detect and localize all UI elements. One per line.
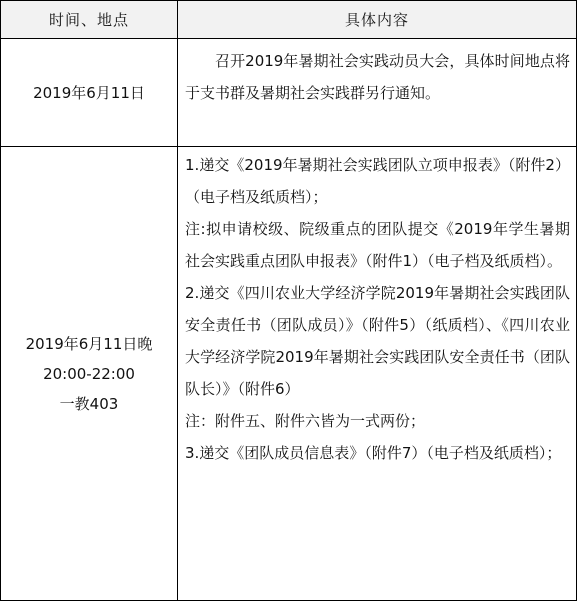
- details-paragraph: 2.递交《四川农业大学经济学院2019年暑期社会实践团队安全责任书（团队成员）》（附件5）（纸质档）、《四川农业大学经济学院2019年暑期社会实践团队安全责任书（团队队长）》（附件6）: [185, 284, 570, 398]
- time-location-cell: [1, 39, 178, 147]
- table-row: [1, 39, 577, 147]
- header-time-location: 时间、地点: [1, 1, 178, 39]
- details-cell: [178, 39, 577, 147]
- details-paragraph: 召开2019年暑期社会实践动员大会，具体时间地点将于支书群及暑期社会实践群另行通知。: [185, 52, 570, 102]
- details-paragraph: 3.递交《团队成员信息表》（附件7）（电子档及纸质档）；: [185, 444, 562, 462]
- details-paragraph: 1.递交《2019年暑期社会实践团队立项申报表》（附件2）（电子档及纸质档）；: [185, 156, 570, 206]
- details-note: 注：附件五、附件六皆为一式两份；: [185, 412, 426, 430]
- header-details: 具体内容: [178, 1, 577, 39]
- table-row: [1, 147, 577, 601]
- time-range-text: 20:00-22:00: [43, 364, 135, 383]
- time-location-cell: [1, 147, 178, 601]
- time-text: 2019年6月11日晚: [25, 334, 153, 353]
- time-text: 2019年6月11日: [33, 83, 145, 102]
- details-cell: [178, 147, 577, 601]
- table-header-row: [1, 1, 577, 39]
- details-note: 注:拟申请校级、院级重点的团队提交《2019年学生暑期社会实践重点团队申报表》（附件1）（电子档及纸质档）。: [185, 220, 570, 270]
- location-text: 一教403: [59, 394, 119, 413]
